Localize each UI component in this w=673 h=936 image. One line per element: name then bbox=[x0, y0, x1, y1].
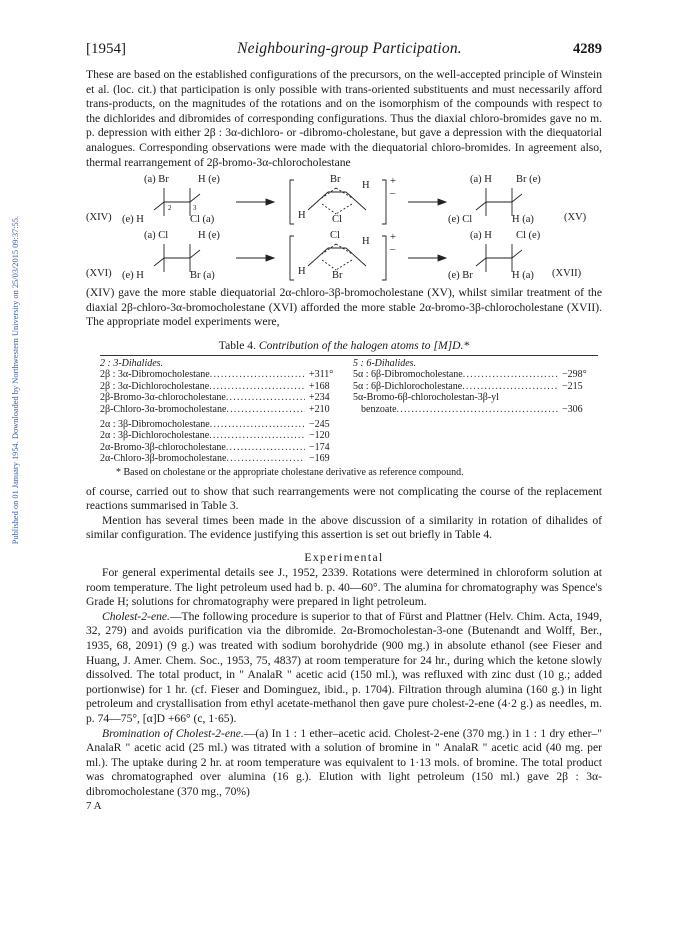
hydrogen-label: H bbox=[362, 180, 370, 192]
paragraph-6: Cholest-2-ene.—The following procedure is superior to that of Fürst and Plattner (Helv. Chim. Acta, 1949, 32, 279) and avoids purification via the dibromide. 2α-Bromocholestan-3-one (Butenandt and Wolff, Ber., 1935, 68, 2091) (9 g.) was treated with sodium borohydride (900 mg.) in absolute ethanol (see Fieser and Huang, J. Amer. Chem. Soc., 1953, 75, 4837) at room temperature for 24 hr., during which the ketone slowly dissolved. The total product, in " AnalaR " acetic acid (150 ml.), was refluxed with zinc dust (10 g.; added portionwise) for 1 hr. (cf. Fieser and Dominguez, ibid., p. 1704). Filtration through alumina (160 g.) in light petroleum and crystallisation from ethyl acetate-methanol then gave pure cholest-2-ene (4·2 g.) as needles, m. p. 74—75°, [α]D +66° (c, 1·65). bbox=[86, 609, 602, 725]
substituent-label: (e) Br bbox=[448, 270, 473, 282]
page-content bbox=[86, 40, 602, 812]
hydrogen-label: H bbox=[298, 210, 306, 222]
table-rule bbox=[100, 355, 598, 356]
substituent-label: H (e) bbox=[198, 174, 220, 186]
section-heading: Experimental bbox=[304, 550, 384, 564]
table-label: Table 4. bbox=[218, 338, 256, 352]
subsection-heading: Bromination of Cholest-2-ene. bbox=[102, 726, 244, 740]
substituent-label: (e) H bbox=[122, 214, 144, 226]
substituent-label: Cl (a) bbox=[190, 214, 215, 226]
table-right-column bbox=[349, 358, 602, 465]
table-row: 2β-Bromo-3α-chlorocholestane ..... +234 bbox=[100, 392, 349, 403]
compound-label-xiv: (XIV) bbox=[86, 212, 112, 224]
bridge-atom-label: Br bbox=[330, 174, 341, 186]
substituent-label: Br (a) bbox=[190, 270, 215, 282]
paragraph-1: These are based on the established configurations of the precursors, on the well-accepted principle of Winstein et al. (loc. cit.) that participation is only possible with trans-oriented substituents and must necessarily afford trans-products, on the magnitudes of the rotations and on the isomorphism of the compounds with respect to the dichlorides and dibromides of corresponding configurations. Thus the diaxial chloro-bromides gave no m. p. depression with either 2β : 3α-dichloro- or -dibromo-cholestane, but gave a depression with the diequatorial analogues. Corresponding observations were made with the diequatorial chloro-bromides. In agreement also, thermal rearrangement of 2β-bromo-3α-chlorocholestane bbox=[86, 68, 602, 169]
compound-label-xv: (XV) bbox=[564, 212, 587, 224]
substituent-label: (a) Cl bbox=[144, 230, 169, 242]
table-row: 2α-Chloro-3β-bromocholestane ..... −169 bbox=[100, 453, 349, 464]
paragraph-3: of course, carried out to show that such rearrangements were not complicating the course of the replacement reactions summarised in Table 3. bbox=[86, 484, 602, 513]
table-footnote: * Based on cholestane or the appropriate cholestane derivative as reference compound. bbox=[116, 466, 464, 478]
substituent-label: Br (e) bbox=[516, 174, 541, 186]
charge-label: + bbox=[390, 176, 396, 188]
table-row: 5α : 6β-Dichlorocholestane ..... −215 bbox=[353, 381, 602, 392]
header-title: Neighbouring-group Participation. bbox=[237, 40, 462, 57]
header-year: [1954] bbox=[86, 41, 126, 57]
compound-label-xvi: (XVI) bbox=[86, 268, 112, 280]
signature-mark: 7 A bbox=[86, 800, 102, 813]
paragraph-7: Bromination of Cholest-2-ene.—(a) In 1 : 1 ether–acetic acid. Cholest-2-ene (370 mg.) in 1 : 1 dry ether–" AnalaR " acetic acid (25 ml.) was titrated with a solution of bromine in " AnalaR " acetic acid (40 mg. per ml.). The uptake during 2 hr. at room temperature was equivalent to 1·13 mols. of bromine. The total product was chromatographed over alumina (16 g.). Elution with light petroleum (150 ml.) gave 2β : 3α-dibromocholestane (370 mg., 70%) bbox=[86, 726, 602, 798]
table-group-heading: 2 : 3-Dihalides. bbox=[100, 357, 164, 369]
paragraph-4: Mention has several times been made in the above discussion of a similarity in rotation of dihalides of similar configuration. The evidence justifying this assertion is set out briefly in Table 4. bbox=[86, 513, 602, 542]
table-row: 5α-Bromo-6β-chlorocholestan-3β-yl bbox=[353, 392, 499, 404]
locant-label: 3 bbox=[193, 204, 197, 213]
table-row: 2β : 3α-Dichlorocholestane ..... +168 bbox=[100, 381, 349, 392]
substituent-label: Cl (e) bbox=[516, 230, 541, 242]
table-row: 2α : 3β-Dichlorocholestane ..... −120 bbox=[100, 430, 349, 441]
table-row: 2α : 3β-Dibromocholestane ..... −245 bbox=[100, 419, 349, 430]
table-group-heading: 5 : 6-Dihalides. bbox=[353, 357, 417, 369]
charge-label: – bbox=[390, 188, 396, 200]
download-notice: Published on 01 January 1954. Downloaded by Northwestern University on 25/03/2015 09:37:55. bbox=[10, 215, 20, 545]
table-row: 2β-Chloro-3α-bromocholestane ..... +210 bbox=[100, 404, 349, 415]
rotation-table bbox=[100, 358, 602, 465]
substituent-label: (e) Cl bbox=[448, 214, 473, 226]
table-caption bbox=[86, 339, 602, 352]
reaction-scheme bbox=[86, 174, 602, 286]
compound-label-xvii: (XVII) bbox=[552, 268, 582, 280]
table-row: benzoate ..... −306 bbox=[353, 404, 602, 415]
hydrogen-label: H bbox=[298, 266, 306, 278]
table-title: Contribution of the halogen atoms to [M]D.* bbox=[258, 338, 470, 352]
substituent-label: (a) H bbox=[470, 230, 492, 242]
substituent-label: H (a) bbox=[512, 270, 534, 282]
paragraph-2: (XIV) gave the more stable diequatorial 2α-chloro-3β-bromocholestane (XV), whilst similar treatment of the diaxial 2β-chloro-3α-bromocholestane (XVI) afforded the more stable 2α-bromo-3β-chlorocholestane (XVII). The appropriate model experiments were, bbox=[86, 286, 602, 329]
substituent-label: (a) Br bbox=[144, 174, 169, 186]
bridge-atom-label: Cl bbox=[330, 230, 340, 242]
table-row: 5α : 6β-Dibromocholestane ..... −298° bbox=[353, 369, 602, 380]
table-row: 2β : 3α-Dibromocholestane ..... +311° bbox=[100, 369, 349, 380]
substituent-label: H (e) bbox=[198, 230, 220, 242]
page-number: 4289 bbox=[573, 41, 602, 57]
subsection-heading: Cholest-2-ene. bbox=[102, 609, 170, 623]
table-row: 2α-Bromo-3β-chlorocholestane ..... −174 bbox=[100, 442, 349, 453]
locant-label: 2 bbox=[168, 204, 172, 213]
substituent-label: (a) H bbox=[470, 174, 492, 186]
bridge-atom-label: Cl bbox=[332, 214, 342, 226]
table-left-column bbox=[100, 358, 349, 465]
page-header bbox=[86, 40, 602, 62]
substituent-label: H (a) bbox=[512, 214, 534, 226]
substituent-label: (e) H bbox=[122, 270, 144, 282]
bridge-atom-label: Br bbox=[332, 270, 343, 282]
hydrogen-label: H bbox=[362, 236, 370, 248]
charge-label: – bbox=[390, 244, 396, 256]
paragraph-5: For general experimental details see J., 1952, 2339. Rotations were determined in chloroform solution at room temperature. The light petroleum used had b. p. 40—60°. The alumina for chromatography was Spence's Grade H; solutions for chromatography were prepared in light petroleum. bbox=[86, 565, 602, 609]
charge-label: + bbox=[390, 232, 396, 244]
